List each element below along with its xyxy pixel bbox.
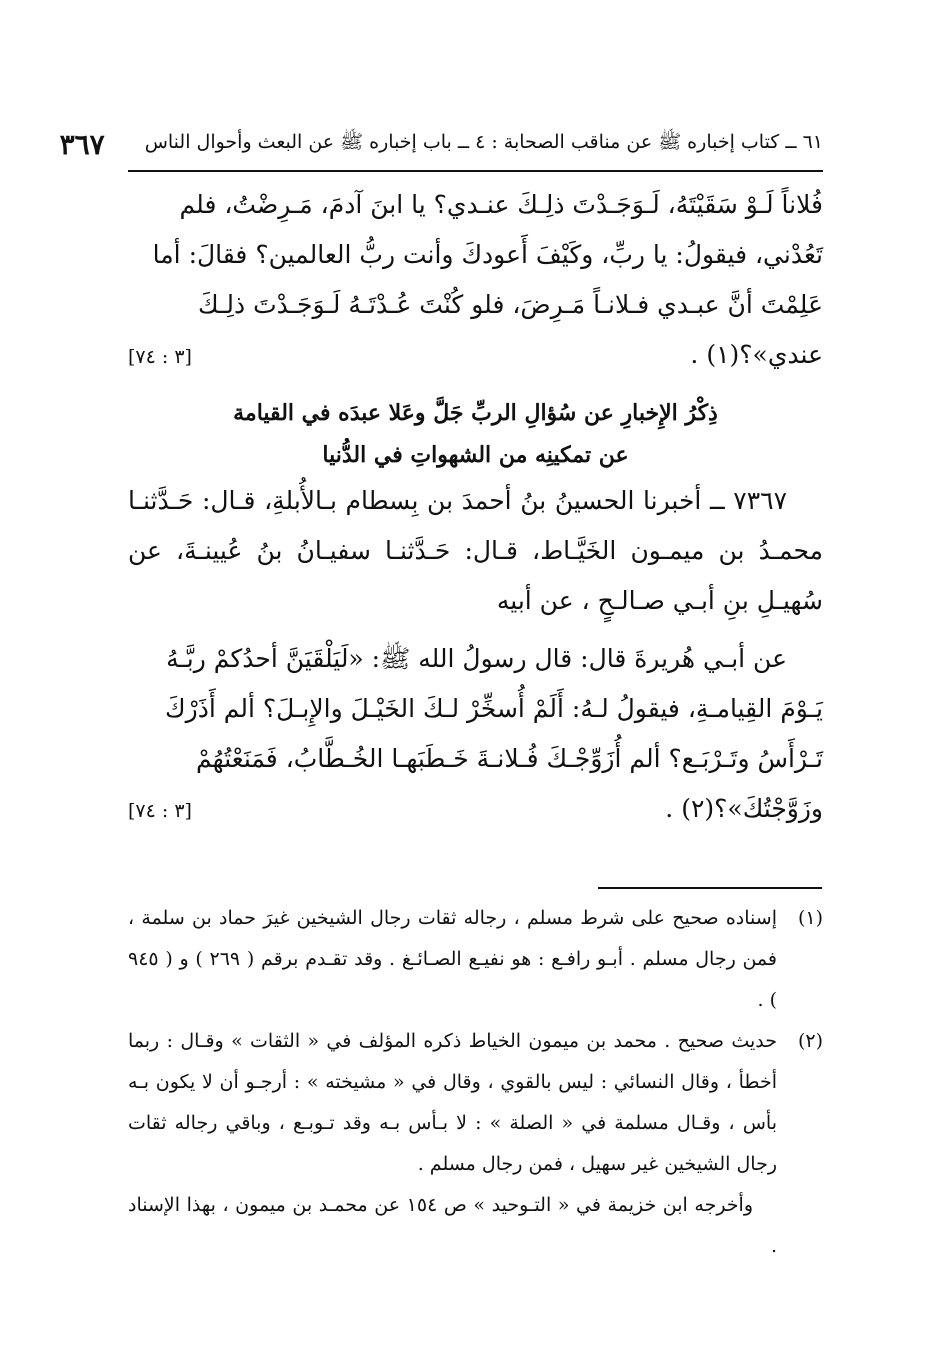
running-title: ٦١ ــ كتاب إخباره ﷺ عن مناقب الصحابة : ٤ ــ باب إخباره ﷺ عن البعث وأحوال الناس: [144, 131, 823, 153]
hadith-number: ٧٣٦٧ ــ: [710, 486, 787, 515]
matn-line-2: يَـوْمَ القِيامـةِ، فيقولُ لـهُ: أَلَمْ أُسخِّرْ لـكَ الخَيْـلَ والإِبـلَ؟ ألم أَذَرْكَ: [165, 694, 823, 723]
continuation-line-3: عَلِمْتَ أنَّ عبـدي فـلانـاً مَـرِضَ، فلو كُنْتَ عُـدْتَـهُ لَـوَجَـدْتَ ذلِـكَ: [197, 290, 823, 319]
footnotes: [128, 898, 823, 1267]
continuation-line-1: فُلاناً لَـوْ سَقَيْتَهُ، لَـوَجَـدْتَ ذلِـكَ عنـدي؟ يا ابنَ آدمَ، مَـرِضْتُ، فلم: [179, 190, 823, 219]
heading-line-1: ذِكْرُ الإِخبارِ عن سُؤالِ الربِّ جَلَّ وعَلا عبدَه في القيامة: [233, 400, 718, 426]
footnote-text: إسناده صحيح على شرط مسلم ، رجاله ثقات رجال الشيخين غيرَ حماد بن سلمة ، فمن رجال مسلم . أبـو رافـع : هو نفيـع الصـائـغ . وقد تقـدم برقم ( ٢٦٩ ) و ( ٩٤٥ ) .: [128, 907, 777, 1011]
header-rule: [128, 170, 823, 172]
chapter-heading: [128, 392, 823, 476]
footnote-rule: [598, 887, 822, 889]
continuation-last-line: عندي»؟(١) .: [690, 340, 823, 369]
footnote-2-extra: وأخرجه ابن خزيمة في « التـوحيد » ص ١٥٤ عن محمـد بن ميمون ، بهذا الإسناد .: [128, 1194, 777, 1257]
continuation-line-2: تَعُدْني، فيقولُ: يا ربِّ، وكَيْفَ أَعودكَ وأنت ربُّ العالمين؟ فقالَ: أما: [152, 240, 823, 269]
page-number: ٣٦٧: [59, 127, 105, 161]
footnote-number: (٢): [797, 1030, 823, 1052]
matn-reference: [٣ : ٧٤]: [128, 800, 192, 822]
matn-last-line: وزَوَّجْتُكَ»؟(٢) .: [665, 794, 823, 823]
footnote-1: [128, 898, 823, 1021]
footnote-number: (١): [797, 907, 823, 929]
main-text: [128, 180, 823, 836]
hadith-isnad: [128, 476, 823, 626]
continuation-reference: [٣ : ٧٤]: [128, 346, 192, 368]
matn-end-line: [128, 784, 823, 836]
matn-line-3: تَـرْأَسُ وتَـرْبَـع؟ ألم أُزَوِّجْـكَ فُـلانـةَ خَـطَبَهـا الخُـطَّابُ، فَمَنَعْتُهُمْ: [196, 744, 823, 773]
heading-line-2: عن تمكينِه من الشهواتِ في الدُّنيا: [322, 442, 629, 468]
footnote-2: [128, 1021, 823, 1185]
isnad-text: أخبرنا الحسينُ بنُ أحمدَ بن بِسطام بـالأُبلةِ، قـال: حَـدَّثنـا محمـدُ بن ميمـون الخَيَّـاط، قـال: حَـدَّثنـا سفيـانُ بنُ عُيينـةَ، عن سُهيـلِ بنِ أبـي صـالـحٍ ، عن أبيه: [128, 486, 824, 615]
matn-line-1: عن أبـي هُريرةَ قال: قال رسولُ الله ﷺ: «لَيَلْقَيَنَّ أحدُكمْ ربَّـهُ: [166, 644, 787, 673]
continuation-end-line: [128, 330, 823, 382]
page-header: [59, 126, 823, 162]
footnote-text: حديث صحيح . محمد بن ميمون الخياط ذكره المؤلف في « الثقات » وقـال : ربما أخطأ ، وقال النسائي : ليس بالقوي ، وقال في « مشيخته » : أرجـو أن لا يكون بـه بأس ، وقـال مسلمة في « الصلة » : لا بـأس بـه وقد تـوبـع ، وباقي رجاله ثقات رجال الشيخين غير سهيل ، فمن رجال مسلم .: [128, 1030, 777, 1175]
